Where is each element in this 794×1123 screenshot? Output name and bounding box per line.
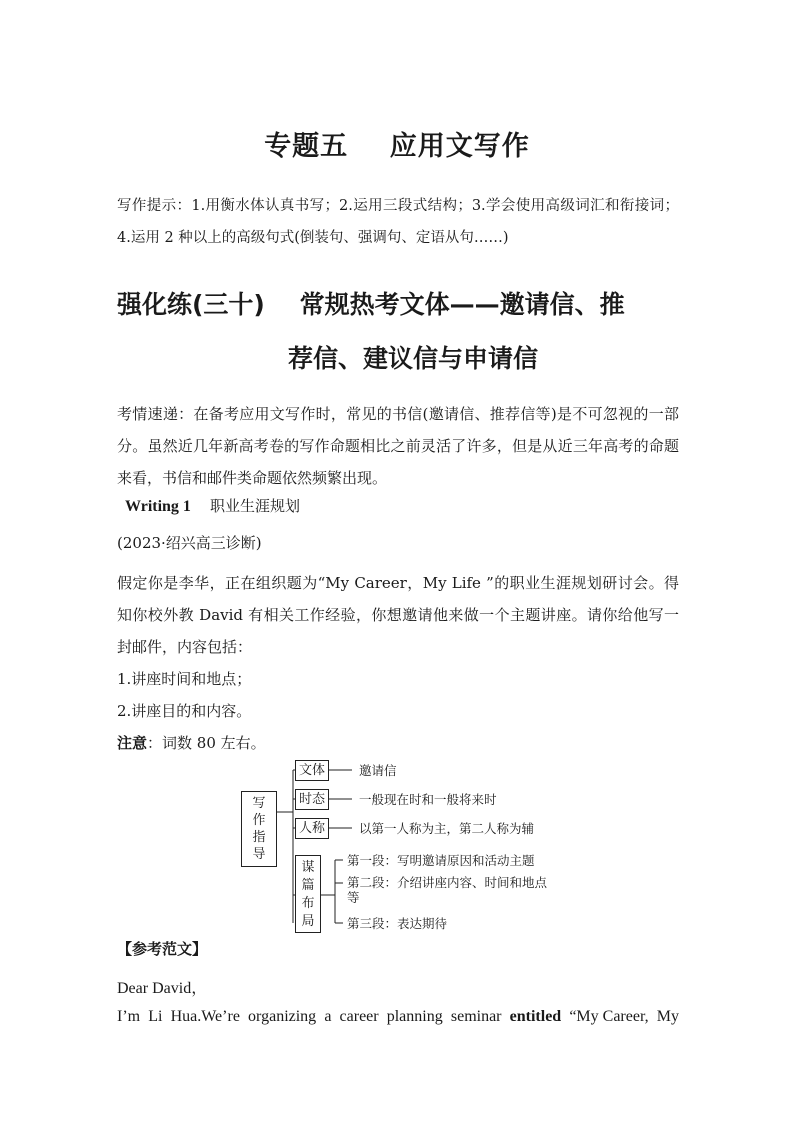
question-source: (2023·绍兴高三诊断) [117,534,262,552]
section-title [117,278,679,386]
diagram-root-box [241,791,277,867]
branch-label: 人称 [298,821,325,836]
task-description [117,567,679,759]
branch-text-tense: 一般现在时和一般将来时 [359,792,497,807]
writing-label: Writing 1 [125,498,191,515]
diagram-branch-person [295,818,329,839]
branch-label: 文体 [298,763,325,778]
section-title-line1: 强化练(三十) 常规热考文体——邀请信、推 [117,290,625,319]
writing-guide-diagram [235,755,575,937]
reference-heading: 【参考范文】 [117,940,208,958]
letter-salutation: Dear David， [117,980,208,997]
word: I’m [117,1008,141,1025]
word: Li [148,1008,163,1025]
word: “My Career, [569,1008,649,1025]
diagram-branch-genre [295,760,329,781]
page-title: 专题五 应用文写作 [264,131,530,162]
word: a [324,1008,332,1025]
writing-tips: 写作提示：1.用衡水体认真书写；2.运用三段式结构；3.学会使用高级词汇和衔接词；4.运用 2 种以上的高级句式(倒装句、强调句、定语从句……) [117,198,679,246]
word: organizing [248,1008,317,1025]
paragraph-1-plan: 第一段：写明邀请原因和活动主题 [347,853,535,868]
notice-text: ：词数 80 左右。 [147,734,266,752]
word: Hua.We’re [170,1008,240,1025]
branch-label: 时态 [298,792,325,807]
paragraph-3-plan: 第三段：表达期待 [347,916,448,931]
task-point-1: 1.讲座时间和地点； [117,670,252,688]
writing-heading [125,495,300,516]
diagram-root-label: 写作指导 [252,796,266,862]
task-text: 假定你是李华，正在组织题为“My Career，My Life ”的职业生涯规划研讨会。得知你校外教 David 有相关工作经验，你想邀请他来做一个主题讲座。请你给他写一封邮件，内容包括： [117,574,679,656]
word: My [656,1008,679,1025]
diagram-layout-box [295,855,321,933]
letter-body-line [117,1008,679,1026]
notice-label: 注意 [117,734,148,752]
diagram-layout-label: 谋篇布局 [301,860,315,929]
keyword-bold: entitled [509,1008,562,1025]
paragraph-2-plan: 第二段：介绍讲座内容、时间和地点等 [347,875,548,905]
section-title-line2: 荐信、建议信与申请信 [287,344,538,373]
branch-text-genre: 邀请信 [359,763,397,778]
diagram-connectors [235,755,575,937]
word: planning [386,1008,443,1025]
branch-text-person: 以第一人称为主，第二人称为辅 [359,821,535,836]
word: seminar [450,1008,502,1025]
task-point-2: 2.讲座目的和内容。 [117,702,252,720]
diagram-branch-tense [295,789,329,810]
writing-topic: 职业生涯规划 [210,497,301,515]
exam-overview: 考情速递：在备考应用文写作时，常见的书信(邀请信、推荐信等)是不可忽视的一部分。虽然近几年新高考卷的写作命题相比之前灵活了许多，但是从近三年高考的命题来看，书信和邮件类命题依然频繁出现。 [117,405,679,487]
word: career [339,1008,379,1025]
